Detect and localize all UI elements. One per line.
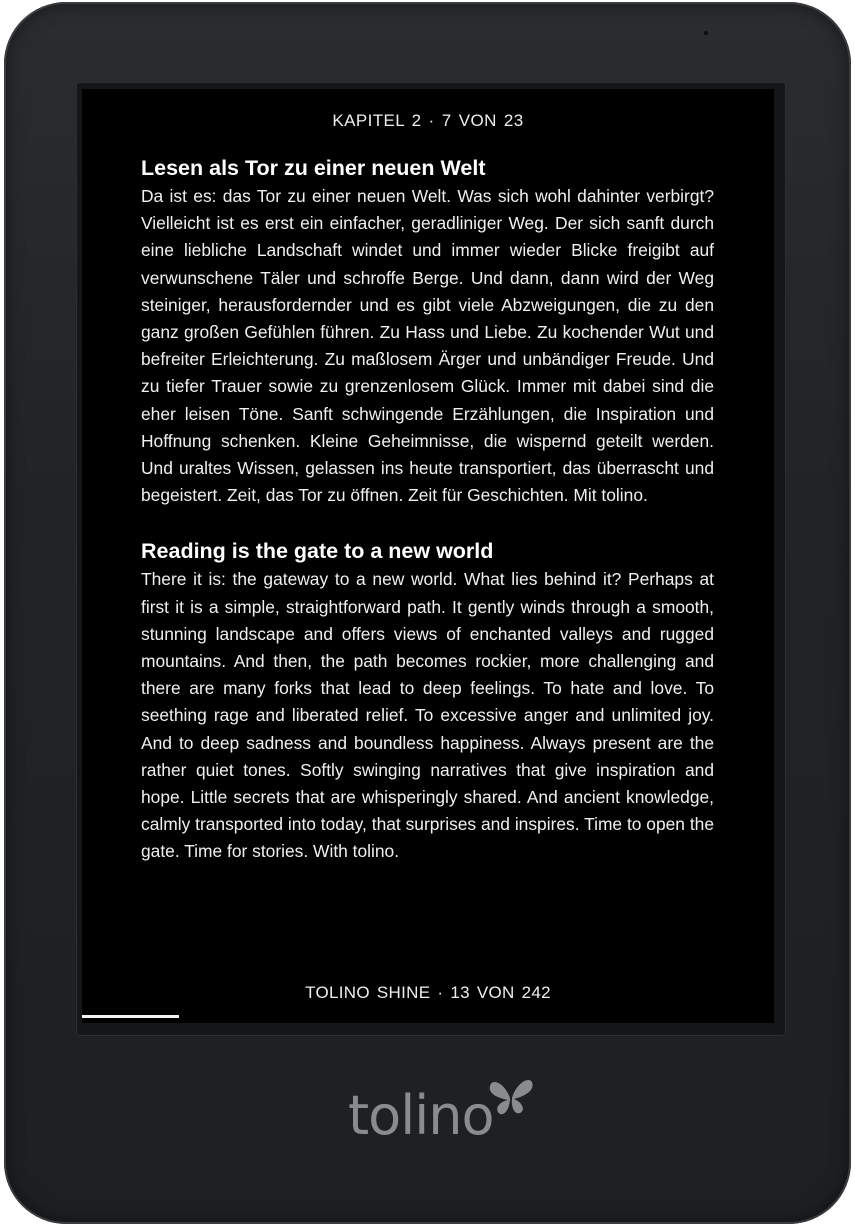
tolino-logo: [348, 1072, 538, 1152]
reading-progress-bar: [82, 1015, 774, 1018]
reader-screen[interactable]: [82, 89, 774, 1023]
section-body-german: Da ist es: das Tor zu einer neuen Welt. Was sich wohl dahinter verbirgt? Vielleicht ist es erst ein einfacher, geradliniger Weg. Der sich sanft durch eine liebliche Landschaft windet und immer wieder Blicke freigibt auf verwunschene Täler und schroffe Berge. Und dann, dann wird der Weg steiniger, herausfordernder und es gibt viele Abzweigungen, die zu den ganz großen Gefühlen führen. Zu Hass und Liebe. Zu kochender Wut und befreiter Erleichterung. Zu maßlosem Ärger und unbändiger Freude. Und zu tiefer Trauer sowie zu grenzenlosem Glück. Immer mit dabei sind die eher leisen Töne. Sanft schwingende Erzählungen, die Inspiration und Hoffnung schenken. Kleine Geheimnisse, die wispernd geteilt werden. Und uraltes Wissen, gelassen ins heute transportiert, das überrascht und begeistert. Zeit, das Tor zu öffnen. Zeit für Geschichten. Mit tolino.: [141, 186, 714, 506]
reading-progress-fill: [82, 1015, 179, 1018]
page-content: [141, 153, 714, 866]
butterfly-icon: [488, 1076, 534, 1116]
chapter-indicator: KAPITEL 2 · 7 VON 23: [332, 111, 524, 130]
page-indicator: TOLINO SHINE · 13 VON 242: [305, 983, 551, 1002]
section-title-german: Lesen als Tor zu einer neuen Welt: [141, 156, 486, 180]
logo-wordmark: tolino: [348, 1084, 494, 1147]
section-body-english: There it is: the gateway to a new world. What lies behind it? Perhaps at first it is a simple, straightforward path. It gently winds through a smooth, stunning landscape and offers views of enchanted valleys and rugged mountains. And then, the path becomes rockier, more challenging and there are many forks that lead to deep feelings. To hate and love. To seething rage and liberated relief. To excessive anger and unlimited joy. And to deep sadness and boundless happiness. Always present are the rather quiet tones. Softly swinging narratives that give inspiration and hope. Little secrets that are whisperingly shared. And ancient knowledge, calmly transported into today, that surprises and inspires. Time to open the gate. Time for stories. With tolino.: [141, 569, 714, 862]
section-title-english: Reading is the gate to a new world: [141, 539, 494, 564]
light-sensor: [704, 31, 708, 35]
